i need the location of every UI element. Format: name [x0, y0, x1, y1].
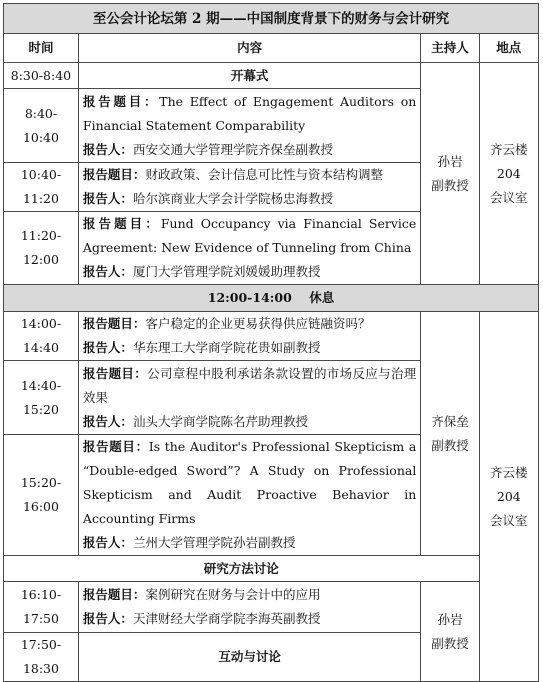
session-content	[78, 582, 420, 633]
break-time: 12:00-14:00	[207, 290, 292, 305]
break-cell	[4, 285, 539, 312]
location-room: 204	[496, 165, 521, 181]
location-hall: 会议室	[490, 189, 528, 205]
agenda-item: 研究方法讨论	[4, 556, 480, 582]
speaker-label: 报告人：	[82, 191, 133, 206]
host-cell	[421, 63, 479, 285]
table-row	[4, 582, 539, 633]
session-content	[78, 89, 420, 163]
location-cell	[479, 63, 538, 285]
host-title: 副教授	[431, 177, 469, 193]
agenda-item: 开幕式	[78, 63, 420, 89]
topic-label: 报告题目：	[82, 167, 146, 182]
report-topic: Fund Occupancy via Financial Service Agreement: New Evidence of Tunneling from China	[82, 216, 417, 255]
host-cell	[421, 312, 479, 556]
session-content	[78, 361, 420, 435]
topic-label: 报告题目：	[82, 587, 146, 602]
speaker-label: 报告人：	[82, 535, 133, 550]
session-content	[78, 435, 420, 556]
time-cell: 17:50-18:30	[4, 633, 79, 682]
host-name: 齐保垒	[431, 413, 469, 429]
topic-label: 报告题目：	[82, 93, 160, 109]
session-content	[78, 163, 420, 212]
host-name: 孙岩	[437, 153, 463, 169]
table-row	[4, 63, 539, 89]
session-content	[78, 212, 420, 285]
report-speaker: 厦门大学管理学院刘媛媛助理教授	[132, 264, 321, 279]
report-speaker: 西安交通大学管理学院齐保垒副教授	[132, 141, 333, 157]
time-cell: 10:40-11:20	[4, 163, 79, 212]
speaker-label: 报告人：	[82, 141, 133, 157]
time-cell: 15:20-16:00	[4, 435, 79, 556]
host-name: 孙岩	[437, 611, 463, 627]
header-time: 时间	[4, 34, 79, 63]
host-title: 副教授	[431, 437, 469, 453]
time-cell: 11:20-12:00	[4, 212, 79, 285]
time-cell: 16:10-17:50	[4, 582, 79, 633]
time-cell: 8:30-8:40	[4, 63, 79, 89]
host-cell	[421, 582, 479, 682]
report-speaker: 天津财经大学商学院李海英副教授	[132, 611, 321, 626]
report-topic: 客户稳定的企业更易获得供应链融资吗？	[145, 316, 371, 331]
speaker-label: 报告人：	[82, 264, 133, 279]
location-cell	[479, 312, 538, 682]
speaker-label: 报告人：	[82, 611, 133, 626]
location-building: 齐云楼	[490, 141, 528, 157]
speaker-label: 报告人：	[82, 413, 133, 429]
report-speaker: 汕头大学商学院陈名芹助理教授	[132, 413, 308, 429]
topic-label: 报告题目：	[82, 316, 146, 331]
topic-label: 报告题目：	[82, 216, 161, 231]
table-row	[4, 312, 539, 361]
report-speaker: 哈尔滨商业大学会计学院杨忠海教授	[132, 191, 333, 206]
header-row	[4, 34, 539, 63]
time-cell: 8:40-10:40	[4, 89, 79, 163]
document-title: 至公会计论坛第 2 期——中国制度背景下的财务与会计研究	[4, 4, 539, 34]
time-cell: 14:00-14:40	[4, 312, 79, 361]
time-cell: 14:40-15:20	[4, 361, 79, 435]
report-speaker: 华东理工大学商学院花贵如副教授	[132, 340, 321, 355]
location-building: 齐云楼	[490, 464, 528, 480]
location-room: 204	[496, 488, 521, 504]
topic-label: 报告题目：	[82, 365, 148, 381]
header-host: 主持人	[421, 34, 479, 63]
report-topic: Is the Auditor's Professional Skepticism a “Double-edged Sword”? A Study on Professional Skepticism and Audit Proactive Behavior in Accounting Firms	[82, 439, 417, 526]
session-content	[78, 312, 420, 361]
report-topic: 案例研究在财务与会计中的应用	[145, 587, 321, 602]
report-topic: The Effect of Engagement Auditors on Financial Statement Comparability	[82, 93, 417, 133]
break-row	[4, 285, 539, 312]
agenda-item: 互动与讨论	[78, 633, 420, 682]
table-row	[4, 556, 539, 582]
report-topic: 公司章程中股利承诺条款设置的市场反应与治理效果	[82, 365, 417, 405]
location-hall: 会议室	[490, 512, 528, 528]
report-speaker: 兰州大学管理学院孙岩副教授	[132, 535, 296, 550]
break-label: 休息	[309, 290, 335, 305]
topic-label: 报告题目：	[82, 439, 149, 454]
speaker-label: 报告人：	[82, 340, 133, 355]
host-title: 副教授	[431, 635, 469, 651]
header-location: 地点	[479, 34, 538, 63]
schedule-table	[3, 3, 539, 682]
header-content: 内容	[78, 34, 420, 63]
report-topic: 财政政策、会计信息可比性与资本结构调整	[145, 167, 383, 182]
